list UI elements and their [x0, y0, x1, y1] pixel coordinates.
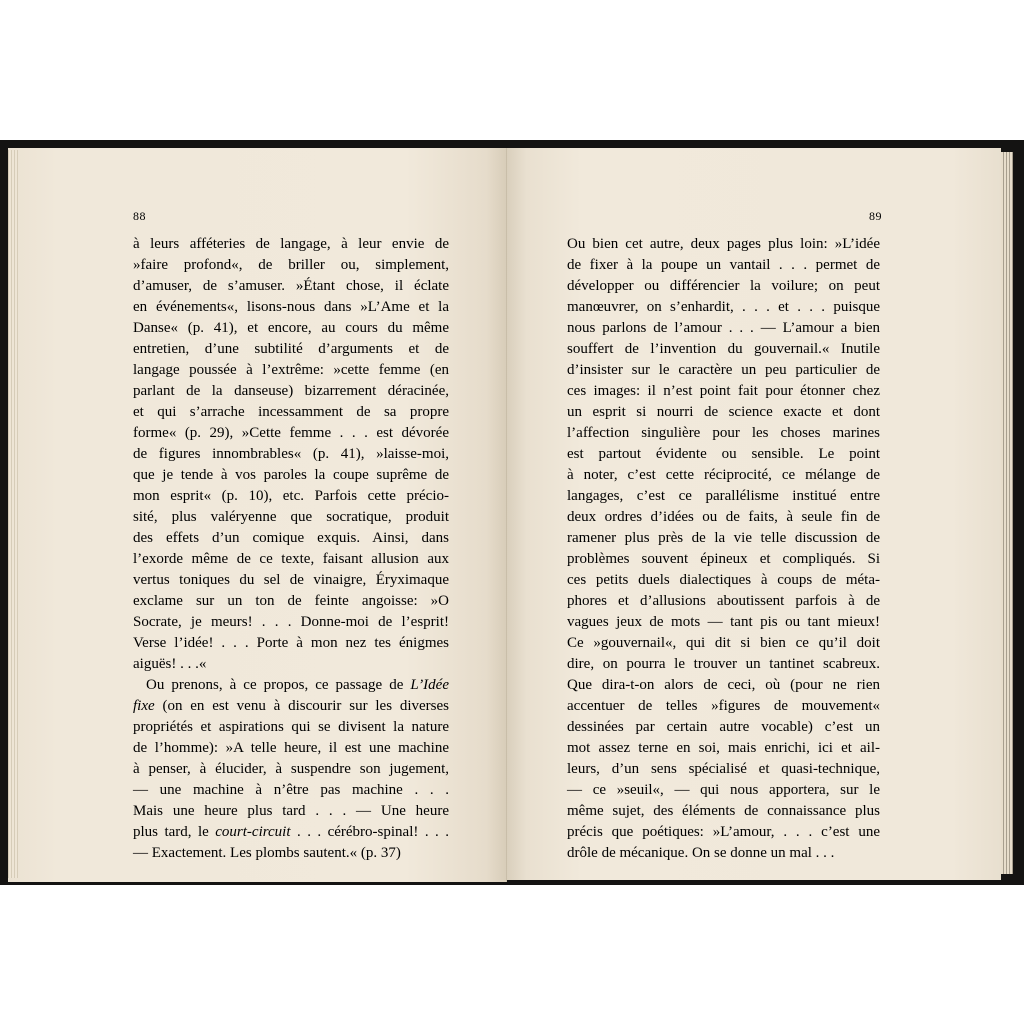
text-segment: Ou prenons, à ce propos, ce passage de [146, 677, 411, 693]
text-line: langage poussée à l’extrême: »cette femme (en [133, 362, 449, 378]
text-line: souffert de l’invention du gouvernail.« Inutile [567, 341, 880, 357]
text-line: ces images: il n’est point fait pour étonner chez [567, 383, 880, 399]
text-line: accentuer de telles »figures de mouvement« [567, 698, 880, 714]
text-line: Mais une heure plus tard . . . — Une heure [133, 803, 449, 819]
text-line: et qui s’arrache incessamment de sa propre [133, 404, 449, 420]
text-line: un esprit si nourri de science exacte et dont [567, 404, 880, 420]
text-line: Ou bien cet autre, deux pages plus loin: »L’idée [567, 236, 880, 252]
text-line: entretien, d’une subtilité d’arguments et de [133, 341, 449, 357]
text-line: langages, c’est ce parallélisme institué entre [567, 488, 880, 504]
left-page-number: 88 [133, 209, 146, 223]
text-line [133, 696, 449, 717]
text-line: à penser, à élucider, à suspendre son jugement, [133, 761, 449, 777]
italic-title: fixe [133, 698, 155, 714]
text-line: l’exorde même de ce texte, faisant allusion aux [133, 551, 449, 567]
text-line: de figures innombrables« (p. 41), »laisse-moi, [133, 446, 449, 462]
left-page-text [133, 234, 449, 864]
text-line: Danse« (p. 41), et encore, au cours du même [133, 320, 449, 336]
right-page-text [567, 234, 880, 864]
text-line: ramener plus près de la vie telle discussion de [567, 530, 880, 546]
text-line: que je tende à vos paroles la coupe suprême de [133, 467, 449, 483]
text-line: Ce »gouvernail«, qui dit si bien ce qu’il doit [567, 635, 880, 651]
text-line: Que dira-t-on alors de ceci, où (pour ne rien [567, 677, 880, 693]
text-line: nous parlons de l’amour . . . — L’amour a bien [567, 320, 880, 336]
text-line [133, 822, 449, 843]
text-segment: plus tard, le [133, 824, 216, 840]
text-line: parlant de la danseuse) bizarrement déracinée, [133, 383, 449, 399]
text-line: deux ordres d’idées ou de faits, à seule fin de [567, 509, 880, 525]
text-line: en événements«, lisons-nous dans »L’Ame et la [133, 299, 449, 315]
text-line: d’amuser, de s’amuser. »Étant chose, il éclate [133, 278, 449, 294]
text-line: d’insister sur le caractère un peu particulier de [567, 362, 880, 378]
text-line: leurs, d’un sens spécialisé et quasi-technique, [567, 761, 880, 777]
text-line: Verse l’idée! . . . Porte à mon nez tes énigmes [133, 635, 449, 651]
text-line: même sujet, des éléments de connaissance plus [567, 803, 880, 819]
italic-title: L’Idée [410, 677, 449, 693]
right-page-number: 89 [869, 209, 882, 223]
text-line: précis que poétiques: »L’amour, . . . c’est une [567, 824, 880, 840]
text-line: de l’homme): »A telle heure, il est une machine [133, 740, 449, 756]
text-line: phores et d’allusions aboutissent parfois à de [567, 593, 880, 609]
text-line: vertus toniques du sel de vinaigre, Éryximaque [133, 572, 449, 588]
text-line: — Exactement. Les plombs sautent.« (p. 37) [133, 845, 401, 861]
text-line: propriétés et aspirations qui se divisent la nature [133, 719, 449, 735]
page-edges-left [8, 150, 18, 878]
text-line [133, 675, 449, 696]
text-line: mon esprit« (p. 10), etc. Parfois cette précio- [133, 488, 449, 504]
text-line: est partout évidente ou sensible. Le point [567, 446, 880, 462]
text-line: »faire profond«, de briller ou, simplement, [133, 257, 449, 273]
text-line: mot assez terne en soi, mais enrichi, ici et ail- [567, 740, 880, 756]
text-line: dire, on pourra le trouver un tantinet scabreux. [567, 656, 880, 672]
text-line: de fixer à la poupe un vantail . . . permet de [567, 257, 880, 273]
text-line: exclame sur un ton de feinte angoisse: »O [133, 593, 449, 609]
text-line: des effets d’un comique exquis. Ainsi, dans [133, 530, 449, 546]
text-line: manœuvrer, on s’enhardit, . . . et . . . puisque [567, 299, 880, 315]
text-line: dessinées par certain autre vocable) c’est un [567, 719, 880, 735]
text-line: aiguës! . . .« [133, 656, 207, 672]
text-line: — une machine à n’être pas machine . . . [133, 782, 449, 798]
text-line: drôle de mécanique. On se donne un mal . . . [567, 845, 835, 861]
text-line: l’affection singulière pour les choses marines [567, 425, 880, 441]
text-line: à leurs afféteries de langage, à leur envie de [133, 236, 449, 252]
text-line: ces petits duels dialectiques à coups de méta- [567, 572, 880, 588]
text-line: — ce »seuil«, — qui nous apportera, sur le [567, 782, 880, 798]
text-segment: . . . cérébro-spinal! . . . [290, 824, 449, 840]
text-line: forme« (p. 29), »Cette femme . . . est dévorée [133, 425, 449, 441]
text-segment: (on en est venu à discourir sur les diverses [154, 698, 449, 714]
italic-title: court-circuit [215, 824, 291, 840]
text-line: problèmes souvent épineux et compliqués. Si [567, 551, 880, 567]
text-line: développer ou différencier la voilure; on peut [567, 278, 880, 294]
text-line: vagues jeux de mots — tant pis ou tant mieux! [567, 614, 880, 630]
text-line: Socrate, je meurs! . . . Donne-moi de l’esprit! [133, 614, 449, 630]
text-line: sité, plus valéryenne que socratique, produit [133, 509, 449, 525]
text-line: à noter, c’est cette réciprocité, ce mélange de [567, 467, 880, 483]
